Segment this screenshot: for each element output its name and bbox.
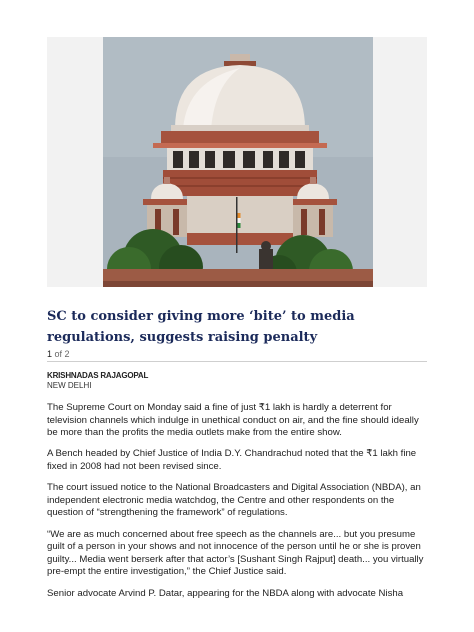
- article-body: [47, 402, 432, 609]
- supreme-court-photo: [103, 37, 373, 287]
- page-current: 1: [47, 349, 53, 359]
- paragraph: The Supreme Court on Monday said a fine of just ₹1 lakh is hardly a deterrent for television channels which indulge in unethical conduct on air, and the fine should ideally be more than the profits the media outlets make from the entire show.: [47, 402, 419, 439]
- page-indicator: [47, 349, 70, 359]
- page-total: of 2: [52, 349, 70, 359]
- paragraph: A Bench headed by Chief Justice of India D.Y. Chandrachud noted that the ₹1 lakh fine fixed in 2008 had not been revised since.: [47, 448, 417, 472]
- article-photo-frame: [47, 37, 427, 287]
- paragraph: “We are as much concerned about free speech as the channels are... but you presume guilt of a person in your shows and not innocence of the person until he or she is proven guilty... Media went berserk after that actor’s [Sushant Singh Rajput] death... you virtually pre-empt the entire investigation,” the Chief Justice said.: [47, 528, 424, 578]
- author-byline: KRISHNADAS RAJAGOPAL: [47, 371, 149, 380]
- article-headline: SC to consider giving more ‘bite’ to media regulations, suggests raising penalty: [47, 309, 355, 345]
- divider: [47, 361, 427, 362]
- dateline: NEW DELHI: [47, 381, 92, 390]
- paragraph: The court issued notice to the National Broadcasters and Digital Association (NBDA), an independent electronic media watchdog, the Centre and other respondents on the question of “strengthening the framework” of regulations.: [47, 482, 421, 519]
- paragraph: Senior advocate Arvind P. Datar, appearing for the NBDA along with advocate Nisha: [47, 587, 404, 599]
